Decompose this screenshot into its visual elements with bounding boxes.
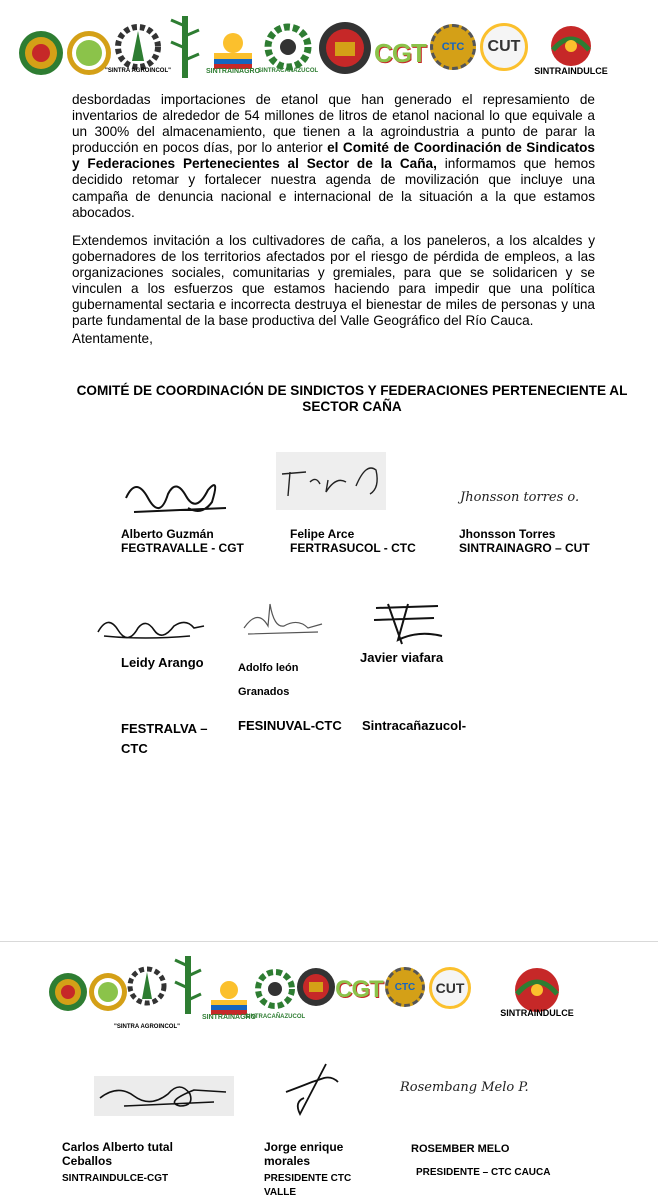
sun-logo: SINTRAINAGRO bbox=[208, 18, 258, 78]
gear-logo: CTC bbox=[428, 22, 478, 72]
signatory-6: Javier viafara bbox=[360, 650, 444, 665]
signatory-4: Leidy Arango bbox=[121, 655, 204, 670]
top-logo-strip bbox=[0, 8, 658, 88]
signature-image bbox=[116, 468, 236, 526]
bottom-logo-strip bbox=[0, 950, 658, 1032]
signatory-5-org: FESINUVAL-CTC bbox=[238, 718, 342, 733]
seal-logo bbox=[296, 960, 336, 1014]
signature-image bbox=[276, 452, 386, 510]
seal-logo bbox=[48, 972, 88, 1012]
paragraph-1: desbordadas importaciones de etanol que han generado el represamiento de inventarios de alrededor de 54 millones de litros de etanol nacional lo que equivale a un 300% del almacenamiento, que tienen a la agroindustria a punto de parar la producción en pocos días, por lo anterior el Comité de Coordinación de Sindicatos y Federaciones Pertenecientes al Sector de la Caña, informamos que hemos decidido retomar y fortalecer nuestra agenda de movilización que incluye una campaña de denuncia nacional e internacional de la situación a la que estamos abocados. bbox=[72, 92, 595, 220]
cane-logo bbox=[170, 952, 206, 1018]
seal-logo bbox=[318, 18, 372, 78]
handwritten-signature: Jhonsson torres o. bbox=[460, 490, 580, 505]
signatory-5: Adolfo león Granados bbox=[238, 662, 299, 698]
signatory-8: Jorge enrique morales PRESIDENTE CTC VALLE bbox=[264, 1140, 352, 1198]
sun-logo: SINTRAINAGRO bbox=[206, 968, 252, 1024]
seal-logo bbox=[18, 30, 64, 76]
signatory-7: Carlos Alberto tutal Ceballos SINTRAINDULCE-CGT bbox=[62, 1140, 173, 1184]
gear-logo: "SINTRA AGROINCOL" bbox=[124, 956, 170, 1016]
signatory-9-org: PRESIDENTE – CTC CAUCA bbox=[416, 1167, 551, 1178]
signatory-9: ROSEMBER MELO bbox=[411, 1143, 510, 1155]
cgt-logo: CGT bbox=[335, 976, 383, 1003]
signature-image bbox=[94, 606, 209, 646]
committee-title: COMITÉ DE COORDINACIÓN DE SINDICTOS Y FEDERACIONES PERTENECIENTE AL SECTOR CAÑA bbox=[76, 383, 628, 414]
gear-logo: "SINTRA AGROINCOL" bbox=[112, 16, 164, 78]
cgt-logo: CGT bbox=[374, 37, 426, 68]
signatory-2: Felipe Arce FERTRASUCOL - CTC bbox=[290, 527, 416, 555]
gear-logo: CTC bbox=[384, 966, 426, 1008]
signatory-3: Jhonsson Torres SINTRAINAGRO – CUT bbox=[459, 527, 590, 555]
page-divider bbox=[0, 941, 658, 942]
sintraindulce-logo: SINTRAINDULCE bbox=[536, 12, 606, 82]
sintraindulce-logo: SINTRAINDULCE bbox=[500, 950, 574, 1030]
paragraph-2: Extendemos invitación a los cultivadores de caña, a los paneleros, a los alcaldes y gobernadores de los territorios afectados por el riesgo de pérdida de empleos, a las organizaciones sociales, comunitarias y gremiales, para que se solidaricen y se vinculen a los esfuerzos que estamos haciendo para impedir que una política gubernamental sectaria e incorrecta destruya el bienestar de miles de personas y una parte fundamental de la base productiva del Valle Geográfico del Río Cauca. bbox=[72, 232, 595, 329]
signature-image bbox=[368, 600, 448, 646]
cut-logo: CUT bbox=[478, 22, 530, 72]
gear-logo: SINTRACAÑAZUCOL bbox=[262, 18, 314, 78]
cut-logo: CUT bbox=[428, 966, 472, 1010]
body-text bbox=[72, 92, 595, 329]
signatory-6-org: Sintracañazucol- bbox=[362, 718, 467, 733]
signature-image bbox=[238, 598, 328, 642]
signatory-4-org: FESTRALVA – CTC bbox=[121, 721, 208, 756]
handwritten-signature: Rosembang Melo P. bbox=[400, 1080, 529, 1095]
seal-logo bbox=[88, 972, 128, 1012]
signature-image bbox=[282, 1058, 352, 1120]
signature-image bbox=[94, 1076, 234, 1116]
gear-logo: SINTRACAÑAZUCOL bbox=[252, 958, 298, 1022]
signatory-1: Alberto Guzmán FEGTRAVALLE - CGT bbox=[121, 527, 244, 555]
closing-salutation: Atentamente, bbox=[72, 331, 153, 346]
cane-logo bbox=[165, 12, 205, 82]
